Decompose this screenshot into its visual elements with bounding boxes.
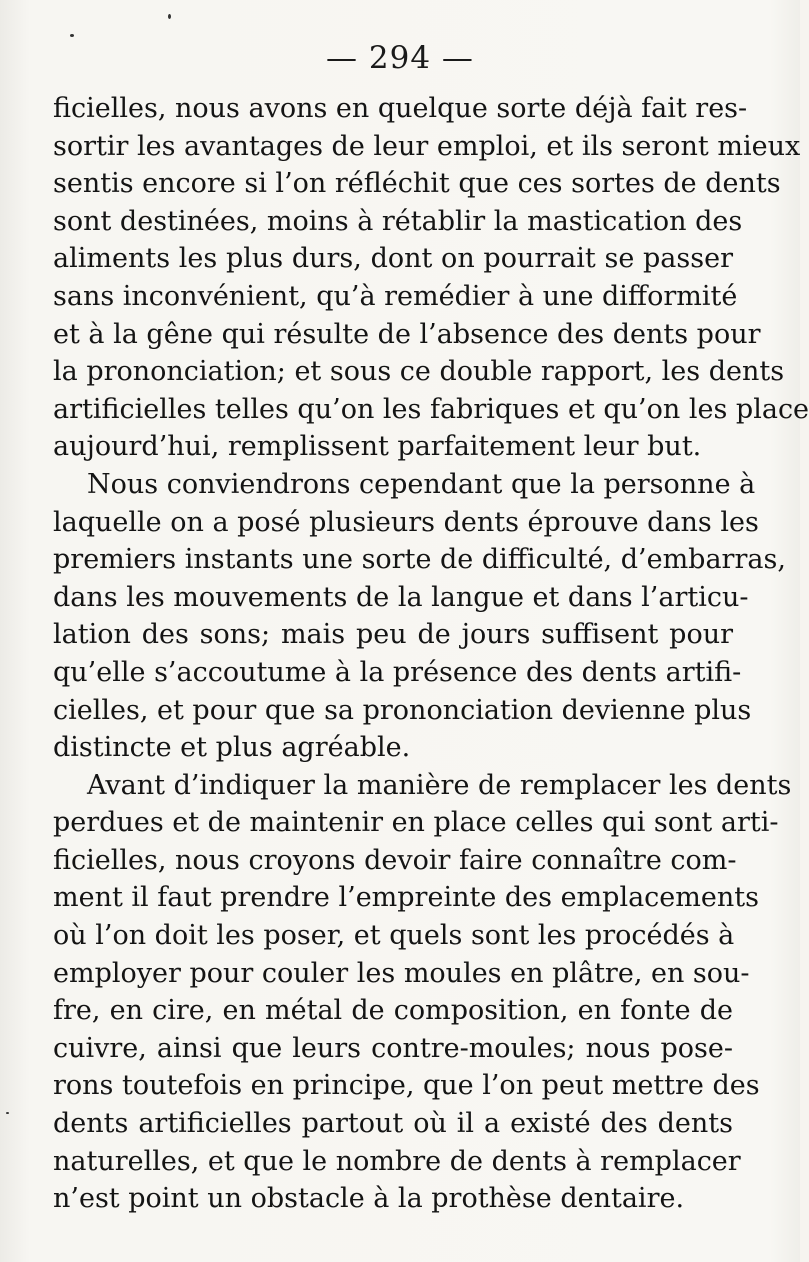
page-number: — 294 — xyxy=(326,40,474,76)
text-line: Nous conviendrons cependant que la personne à xyxy=(87,468,756,500)
text-line: sont destinées, moins à rétablir la mastication des xyxy=(53,205,743,237)
text-line: premiers instants une sorte de difficulté, d’embarras, xyxy=(53,544,786,576)
text-line: sortir les avantages de leur emploi, et ils seront mieux xyxy=(53,130,801,162)
text-line: naturelles, et que le nombre de dents à remplacer xyxy=(53,1145,741,1177)
print-speck xyxy=(6,1112,9,1114)
text-line: dents artificielles partout où il a existé des dents xyxy=(53,1108,733,1140)
text-line: aujourd’hui, remplissent parfaitement leur but. xyxy=(53,431,702,463)
text-line: aliments les plus durs, dont on pourrait se passer xyxy=(53,243,733,275)
body-text xyxy=(53,90,809,1218)
text-line: dans les mouvements de la langue et dans l’articu- xyxy=(53,581,749,613)
text-line: laquelle on a posé plusieurs dents éprouve dans les xyxy=(53,506,759,538)
text-line: cuivre, ainsi que leurs contre-moules; nous pose- xyxy=(53,1032,733,1064)
text-line: et à la gêne qui résulte de l’absence des dents pour xyxy=(53,318,761,350)
text-line: sentis encore si l’on réfléchit que ces sortes de dents xyxy=(53,168,781,200)
text-line: cielles, et pour que sa prononciation devienne plus xyxy=(53,694,752,726)
text-line: lation des sons; mais peu de jours suffisent pour xyxy=(53,619,733,651)
text-line: perdues et de maintenir en place celles qui sont arti- xyxy=(53,807,779,839)
text-line: ment il faut prendre l’empreinte des emplacements xyxy=(53,882,759,914)
text-line: Avant d’indiquer la manière de remplacer les dents xyxy=(87,769,792,801)
paragraph xyxy=(53,466,786,767)
text-line: n’est point un obstacle à la prothèse dentaire. xyxy=(53,1183,685,1215)
text-line: où l’on doit les poser, et quels sont les procédés à xyxy=(53,920,735,952)
text-line: fre, en cire, en métal de composition, en fonte de xyxy=(53,995,733,1027)
text-line: distincte et plus agréable. xyxy=(53,732,411,764)
text-line: la prononciation; et sous ce double rapport, les dents xyxy=(53,356,785,388)
text-line: ficielles, nous croyons devoir faire connaître com- xyxy=(53,844,737,876)
print-speck xyxy=(168,14,171,19)
paragraph-container xyxy=(53,90,809,1218)
text-line: sans inconvénient, qu’à remédier à une difformité xyxy=(53,280,738,312)
text-line: ficielles, nous avons en quelque sorte déjà fait res- xyxy=(53,93,748,124)
text-line: qu’elle s’accoutume à la présence des dents artifi- xyxy=(53,656,742,688)
text-line: artificielles telles qu’on les fabriques et qu’on les place xyxy=(53,393,809,425)
text-line: rons toutefois en principe, que l’on peut mettre des xyxy=(53,1070,760,1102)
paragraph xyxy=(53,767,792,1218)
print-speck xyxy=(70,34,74,37)
paragraph xyxy=(53,90,809,466)
text-line: employer pour couler les moules en plâtre, en sou- xyxy=(53,957,750,989)
